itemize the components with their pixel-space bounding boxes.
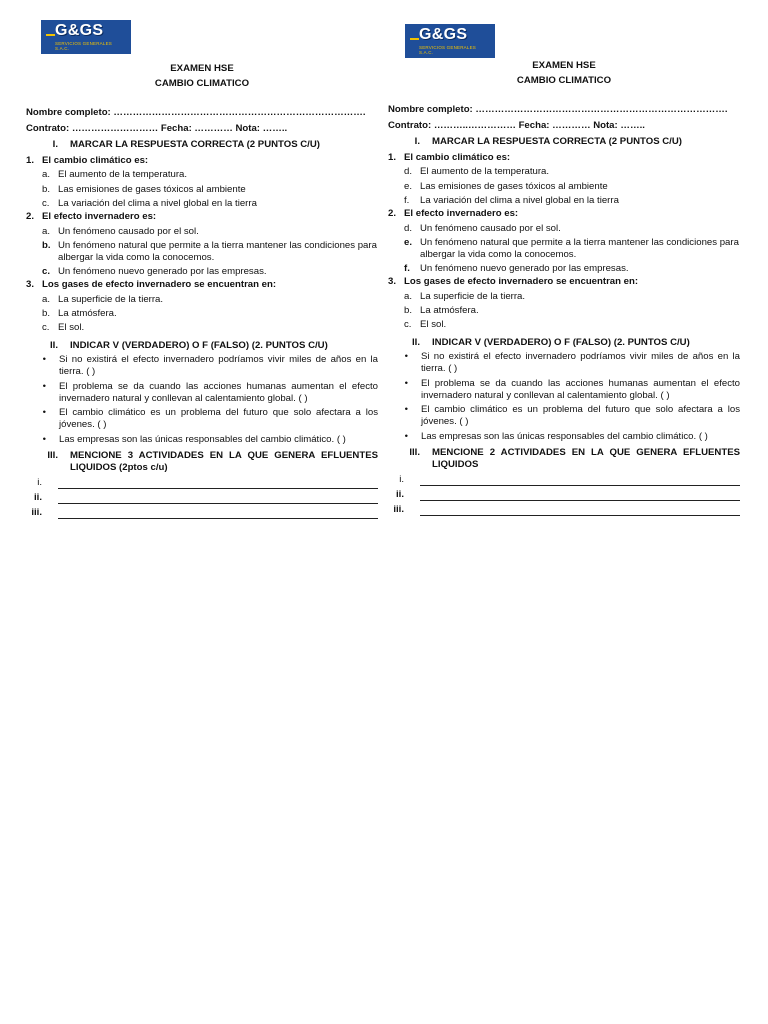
statement-text: El cambio climático es un problema del futuro que solo afectara a los jóvenes. ( ): [59, 407, 378, 430]
option-letter: f.: [404, 194, 410, 206]
statement-text: Las empresas son las únicas responsables del cambio climático. ( ): [59, 433, 346, 445]
answer-label: iii.: [31, 507, 42, 519]
answer-label: ii.: [34, 492, 42, 504]
logo-tagline: SERVICIOS GENERALES S.A.C.: [419, 45, 476, 55]
bullet-icon: •: [42, 354, 46, 366]
logo-swoosh: [410, 38, 419, 40]
bullet-icon: •: [404, 351, 408, 363]
option-text: Un fenómeno causado por el sol.: [420, 222, 561, 234]
section-number: II.: [50, 339, 58, 351]
bullet-icon: •: [404, 430, 408, 442]
option-text: La variación del clima a nivel global en la tierra: [420, 194, 619, 206]
option-text: Un fenómeno natural que permite a la tierra mantener las condiciones para albergar la vida como la conocemos.: [58, 239, 377, 263]
answer-line-1[interactable]: [26, 476, 378, 489]
question-text: El cambio climático es:: [404, 152, 511, 164]
answer-label: i.: [399, 474, 404, 486]
option-text: Un fenómeno nuevo generado por las empresas.: [58, 265, 267, 277]
option-3a: [26, 294, 378, 306]
answer-blank[interactable]: [58, 494, 378, 504]
question-number: 2.: [388, 208, 397, 220]
option-letter: a.: [42, 293, 51, 305]
answer-line-2[interactable]: [388, 488, 740, 501]
section-3-heading: [388, 447, 740, 470]
option-letter: d.: [404, 222, 413, 234]
section-title: MARCAR LA RESPUESTA CORRECTA (2 PUNTOS C/U): [432, 136, 682, 148]
option-text: La variación del clima a nivel global en la tierra: [58, 197, 257, 209]
option-letter: a.: [42, 225, 51, 237]
question-number: 3.: [388, 276, 397, 288]
statement-text: Si no existirá el efecto invernadero podríamos vivir miles de años en la tierra. ( ): [59, 354, 378, 378]
section-title: INDICAR V (VERDADERO) O F (FALSO) (2. PUNTOS C/U): [70, 339, 328, 351]
option-text: Un fenómeno causado por el sol.: [58, 225, 199, 237]
option-2c: [26, 266, 378, 278]
answer-label: iii.: [393, 504, 404, 516]
exam-title: EXAMEN HSE: [170, 63, 234, 74]
option-1d: [388, 166, 740, 178]
option-letter: f.: [404, 262, 410, 274]
statement-text: El problema se da cuando las acciones humanas aumentan el efecto invernadero natural y conllevan al calentamiento global. ( ): [59, 380, 378, 404]
option-3c: [388, 319, 740, 331]
section-number: I.: [414, 136, 420, 148]
answer-blank[interactable]: [58, 509, 378, 519]
option-text: Las emisiones de gases tóxicos al ambiente: [420, 180, 608, 192]
contract-field: Contrato: ………..…………… Fecha: ………… Nota: ……..: [388, 119, 645, 131]
question-text: Los gases de efecto invernadero se encuentran en:: [404, 276, 639, 288]
answer-label: i.: [37, 477, 42, 489]
question-number: 1.: [26, 155, 35, 167]
section-1-heading: [26, 139, 378, 151]
answer-line-1[interactable]: [388, 473, 740, 486]
statement-text: El cambio climático es un problema del futuro que solo afectara a los jóvenes. ( ): [421, 404, 740, 427]
answer-line-3[interactable]: [388, 503, 740, 516]
option-text: El aumento de la temperatura.: [420, 166, 550, 178]
true-false-item-4: [26, 434, 378, 446]
answer-line-2[interactable]: [26, 491, 378, 504]
option-text: El sol.: [420, 319, 447, 331]
logo-swoosh: [46, 34, 55, 36]
bullet-icon: •: [404, 404, 408, 416]
answer-blank[interactable]: [420, 476, 740, 486]
true-false-item-3: [388, 404, 740, 427]
exam-topic: CAMBIO CLIMATICO: [516, 75, 612, 86]
bullet-icon: •: [42, 407, 46, 419]
true-false-item-4: [388, 431, 740, 443]
statement-text: El problema se da cuando las acciones humanas aumentan el efecto invernadero natural y conllevan al calentamiento global. ( ): [421, 377, 740, 401]
option-letter: c.: [42, 265, 51, 277]
exam-topic: CAMBIO CLIMATICO: [154, 78, 250, 89]
option-3b: [26, 308, 378, 320]
option-2b: [26, 240, 378, 263]
question-3: [26, 279, 378, 291]
section-number: II.: [412, 336, 420, 348]
section-title: MENCIONE 2 ACTIVIDADES EN LA QUE GENERA EFLUENTES LIQUIDOS: [432, 447, 740, 471]
true-false-item-1: [388, 351, 740, 374]
statement-text: Si no existirá el efecto invernadero podríamos vivir miles de años en la tierra. ( ): [421, 351, 740, 375]
true-false-item-3: [26, 407, 378, 430]
section-number: III.: [409, 447, 420, 459]
answer-blank[interactable]: [58, 479, 378, 489]
option-letter: e.: [404, 236, 413, 248]
option-2f: [388, 263, 740, 275]
question-3: [388, 276, 740, 288]
question-number: 1.: [388, 152, 397, 164]
option-letter: d.: [404, 166, 413, 178]
option-letter: e.: [404, 180, 413, 192]
option-text: La superficie de la tierra.: [58, 293, 164, 305]
option-letter: c.: [42, 197, 50, 209]
name-field: Nombre completo: …………………………………………………………………….: [26, 107, 366, 118]
statement-text: Las empresas son las únicas responsables del cambio climático. ( ): [421, 430, 708, 442]
section-number: III.: [47, 450, 58, 462]
contract-field: Contrato: ……………………… Fecha: ………… Nota: ……..: [26, 122, 288, 134]
bullet-icon: •: [42, 433, 46, 445]
company-logo: [405, 24, 495, 58]
true-false-item-2: [388, 378, 740, 401]
option-2a: [26, 226, 378, 238]
option-2e: [388, 237, 740, 260]
logo-brand: G&GS: [419, 26, 468, 43]
answer-blank[interactable]: [420, 491, 740, 501]
option-3a: [388, 291, 740, 303]
option-text: Un fenómeno nuevo generado por las empresas.: [420, 262, 629, 274]
question-text: El cambio climático es:: [42, 155, 149, 167]
option-text: La superficie de la tierra.: [420, 290, 526, 302]
question-1: [26, 155, 378, 167]
option-text: Las emisiones de gases tóxicos al ambiente: [58, 183, 246, 195]
section-title: MENCIONE 3 ACTIVIDADES EN LA QUE GENERA EFLUENTES LIQUIDOS (2ptos c/u): [70, 450, 378, 474]
logo-brand: G&GS: [55, 22, 104, 39]
name-field: Nombre completo: …………………………………………………………………….: [388, 104, 728, 115]
exam-left: [26, 62, 378, 519]
section-number: I.: [52, 139, 58, 151]
question-text: Los gases de efecto invernadero se encuentran en:: [42, 279, 277, 291]
answer-label: ii.: [396, 489, 404, 501]
bullet-icon: •: [42, 380, 46, 392]
question-number: 3.: [26, 279, 35, 291]
option-1c: [26, 198, 378, 210]
option-text: El sol.: [58, 322, 85, 334]
section-2-heading: [388, 337, 740, 349]
option-1b: [26, 184, 378, 196]
option-1a: [26, 169, 378, 181]
option-letter: b.: [404, 304, 413, 316]
answer-blank[interactable]: [420, 506, 740, 516]
option-letter: c.: [404, 319, 412, 331]
question-text: El efecto invernadero es:: [42, 211, 157, 223]
option-1e: [388, 181, 740, 193]
answer-line-3[interactable]: [26, 506, 378, 519]
true-false-item-1: [26, 354, 378, 377]
question-text: El efecto invernadero es:: [404, 208, 519, 220]
option-2d: [388, 223, 740, 235]
option-1f: [388, 195, 740, 207]
logo-tagline: SERVICIOS GENERALES S.A.C.: [55, 41, 112, 51]
option-3c: [26, 322, 378, 334]
section-2-heading: [26, 340, 378, 352]
company-logo: [41, 20, 131, 54]
option-letter: c.: [42, 322, 50, 334]
option-text: Un fenómeno natural que permite a la tierra mantener las condiciones para albergar la vida como la conocemos.: [420, 236, 739, 260]
section-title: MARCAR LA RESPUESTA CORRECTA (2 PUNTOS C/U): [70, 139, 320, 151]
exam-title: EXAMEN HSE: [532, 60, 596, 71]
question-1: [388, 152, 740, 164]
question-number: 2.: [26, 211, 35, 223]
bullet-icon: •: [404, 377, 408, 389]
option-letter: a.: [404, 290, 413, 302]
option-letter: b.: [42, 183, 51, 195]
section-1-heading: [388, 136, 740, 148]
question-2: [26, 211, 378, 223]
option-letter: a.: [42, 169, 51, 181]
option-text: La atmósfera.: [58, 307, 117, 319]
exam-right: [388, 59, 740, 516]
option-letter: b.: [42, 307, 51, 319]
section-title: INDICAR V (VERDADERO) O F (FALSO) (2. PUNTOS C/U): [432, 336, 690, 348]
option-text: La atmósfera.: [420, 304, 479, 316]
true-false-item-2: [26, 381, 378, 404]
option-3b: [388, 305, 740, 317]
section-3-heading: [26, 450, 378, 473]
option-letter: b.: [42, 239, 51, 251]
option-text: El aumento de la temperatura.: [58, 169, 188, 181]
question-2: [388, 208, 740, 220]
